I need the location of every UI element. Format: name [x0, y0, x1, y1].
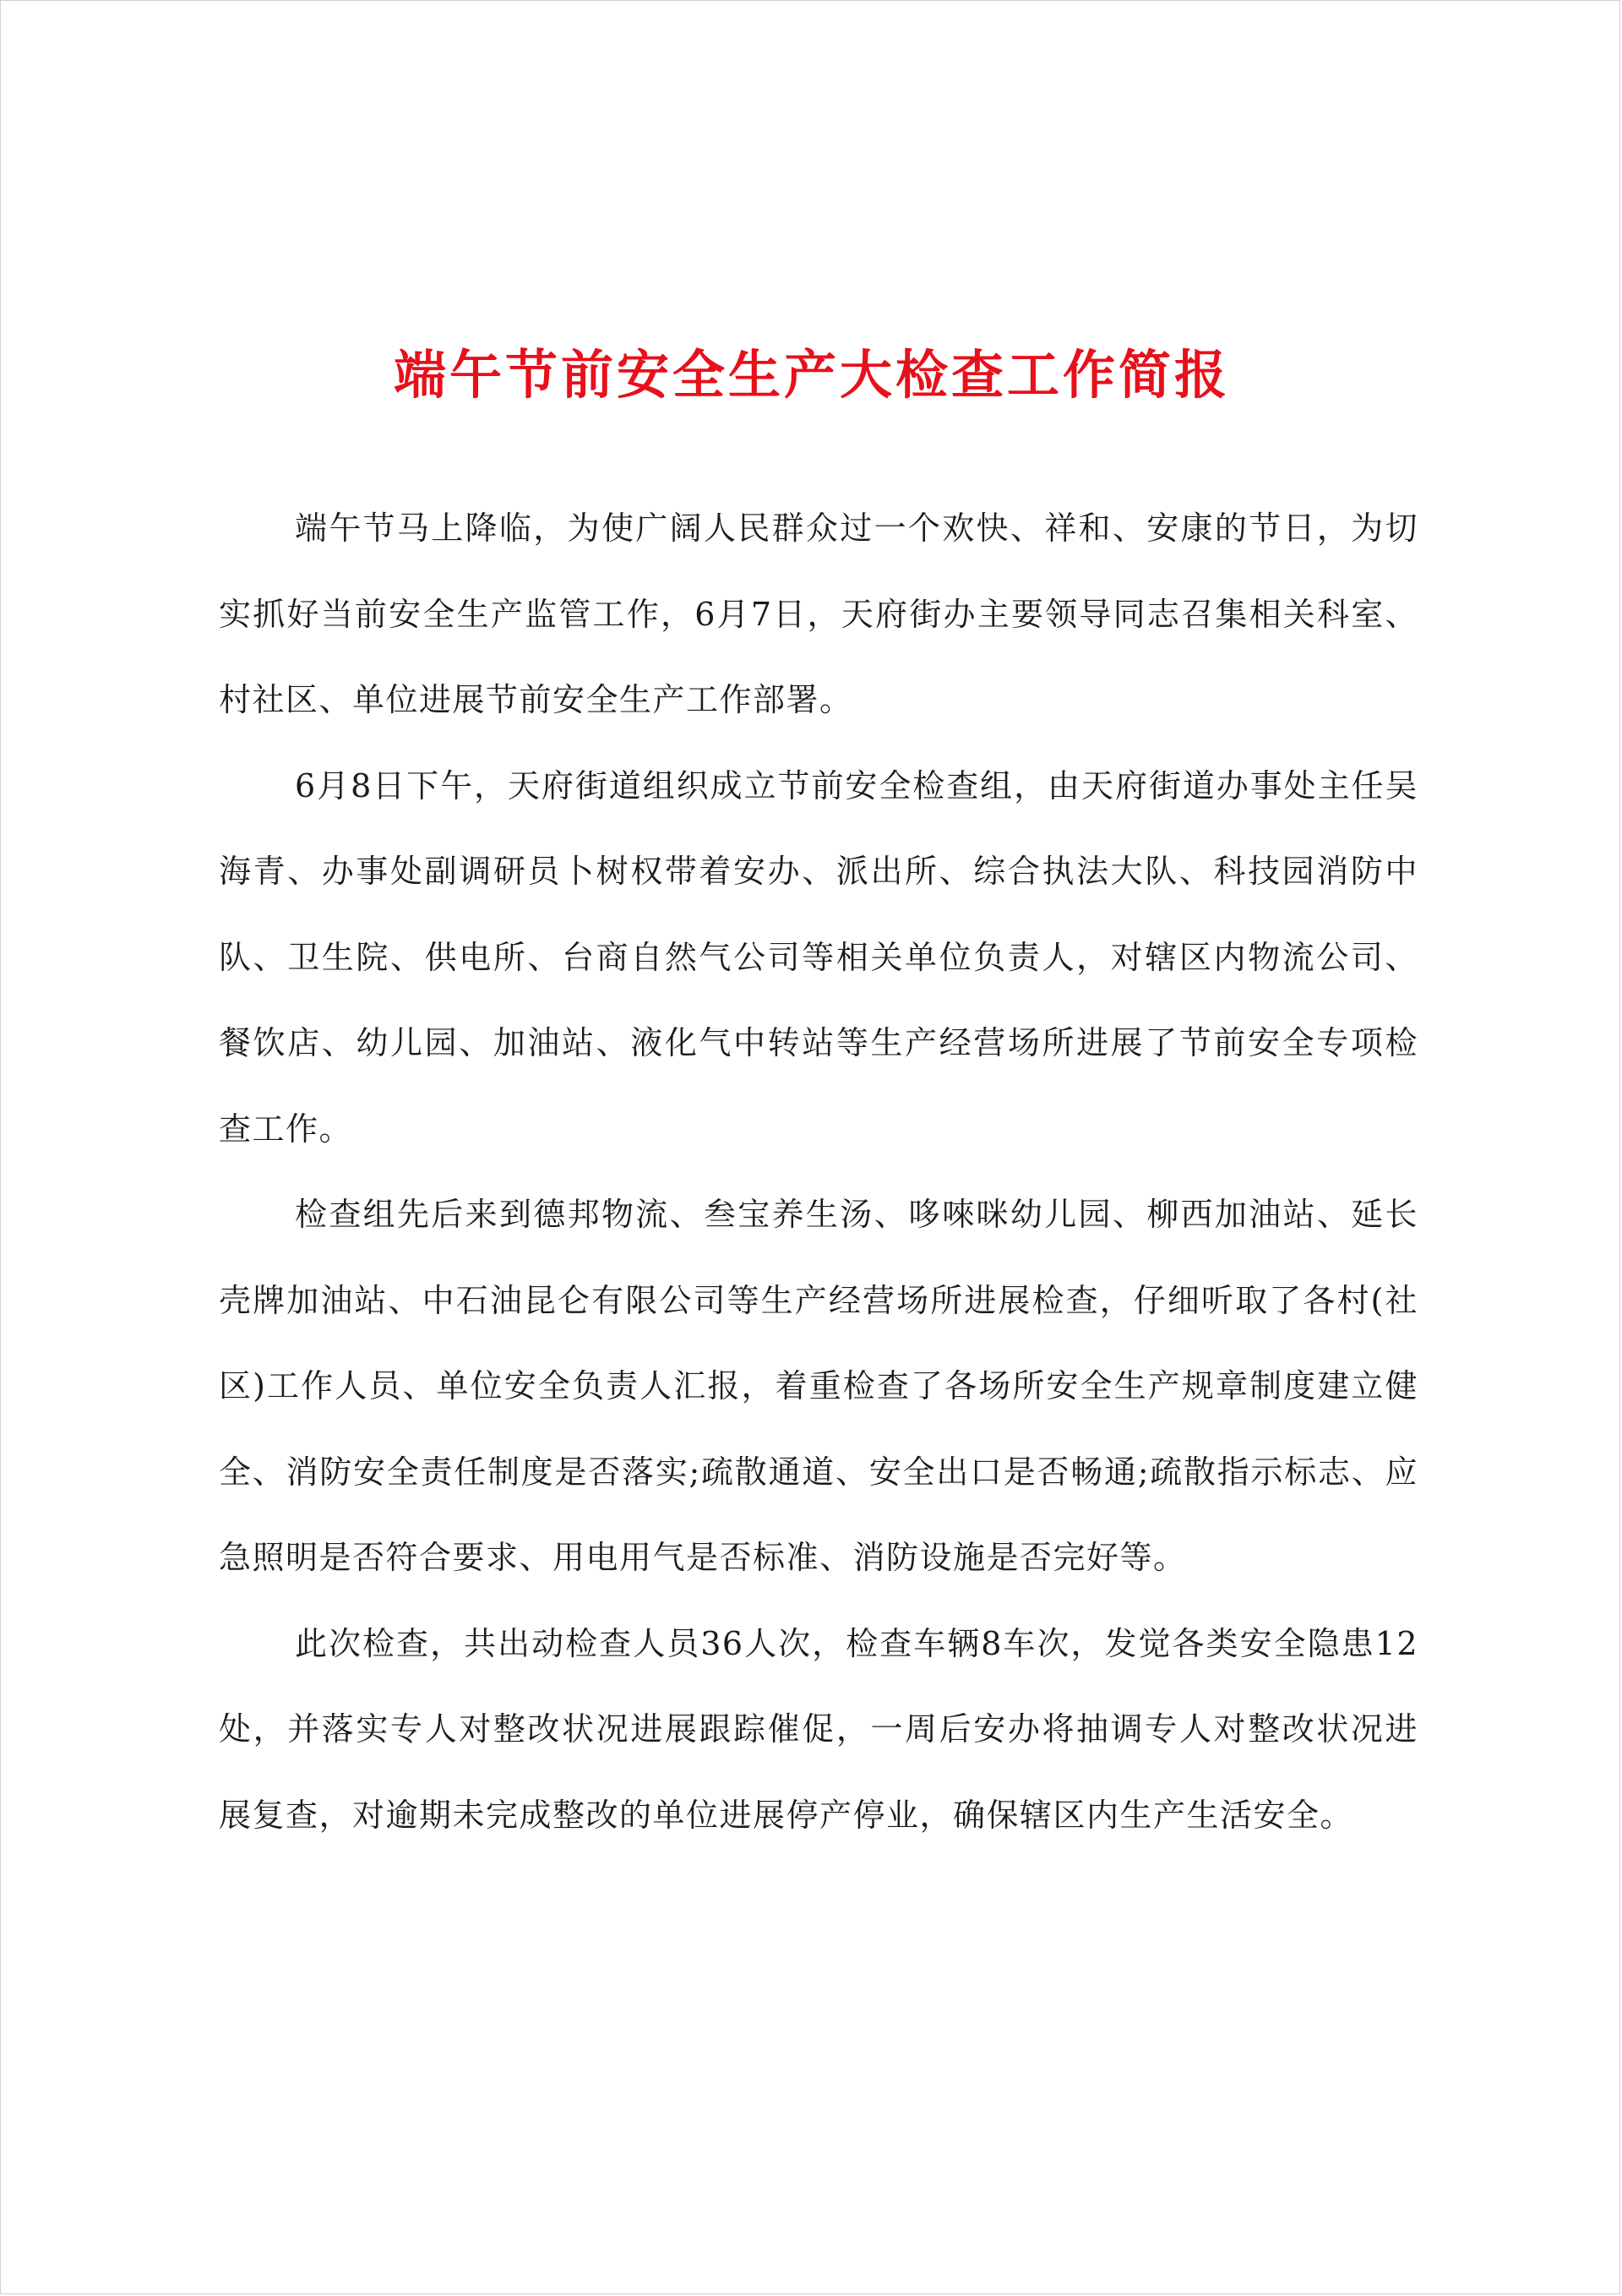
document-body — [219, 486, 1418, 1858]
paragraph-3: 检查组先后来到德邦物流、叁宝养生汤、哆唻咪幼儿园、柳西加油站、延长壳牌加油站、中石油昆仑有限公司等生产经营场所进展检查，仔细听取了各村(社区)工作人员、单位安全负责人汇报，着重检查了各场所安全生产规章制度建立健全、消防安全责任制度是否落实;疏散通道、安全出口是否畅通;疏散指示标志、应急照明是否符合要求、用电用气是否标准、消防设施是否完好等。 — [219, 1196, 1418, 1576]
paragraph-4: 此次检查，共出动检查人员36人次，检查车辆8车次，发觉各类安全隐患12处，并落实专人对整改状况进展跟踪催促，一周后安办将抽调专人对整改状况进展复查，对逾期未完成整改的单位进展停产停业，确保辖区内生产生活安全。 — [219, 1624, 1418, 1834]
document-title: 端午节前安全生产大检查工作简报 — [393, 344, 1230, 406]
paragraph-1: 端午节马上降临，为使广阔人民群众过一个欢快、祥和、安康的节日，为切实抓好当前安全生产监管工作，6月7日，天府街办主要领导同志召集相关科室、村社区、单位进展节前安全生产工作部署。 — [219, 510, 1418, 718]
paragraph-2: 6月8日下午，天府街道组织成立节前安全检查组，由天府街道办事处主任吴海青、办事处副调研员卜树权带着安办、派出所、综合执法大队、科技园消防中队、卫生院、供电所、台商自然气公司等相关单位负责人，对辖区内物流公司、餐饮店、幼儿园、加油站、液化气中转站等生产经营场所进展了节前安全专项检查工作。 — [219, 766, 1418, 1148]
